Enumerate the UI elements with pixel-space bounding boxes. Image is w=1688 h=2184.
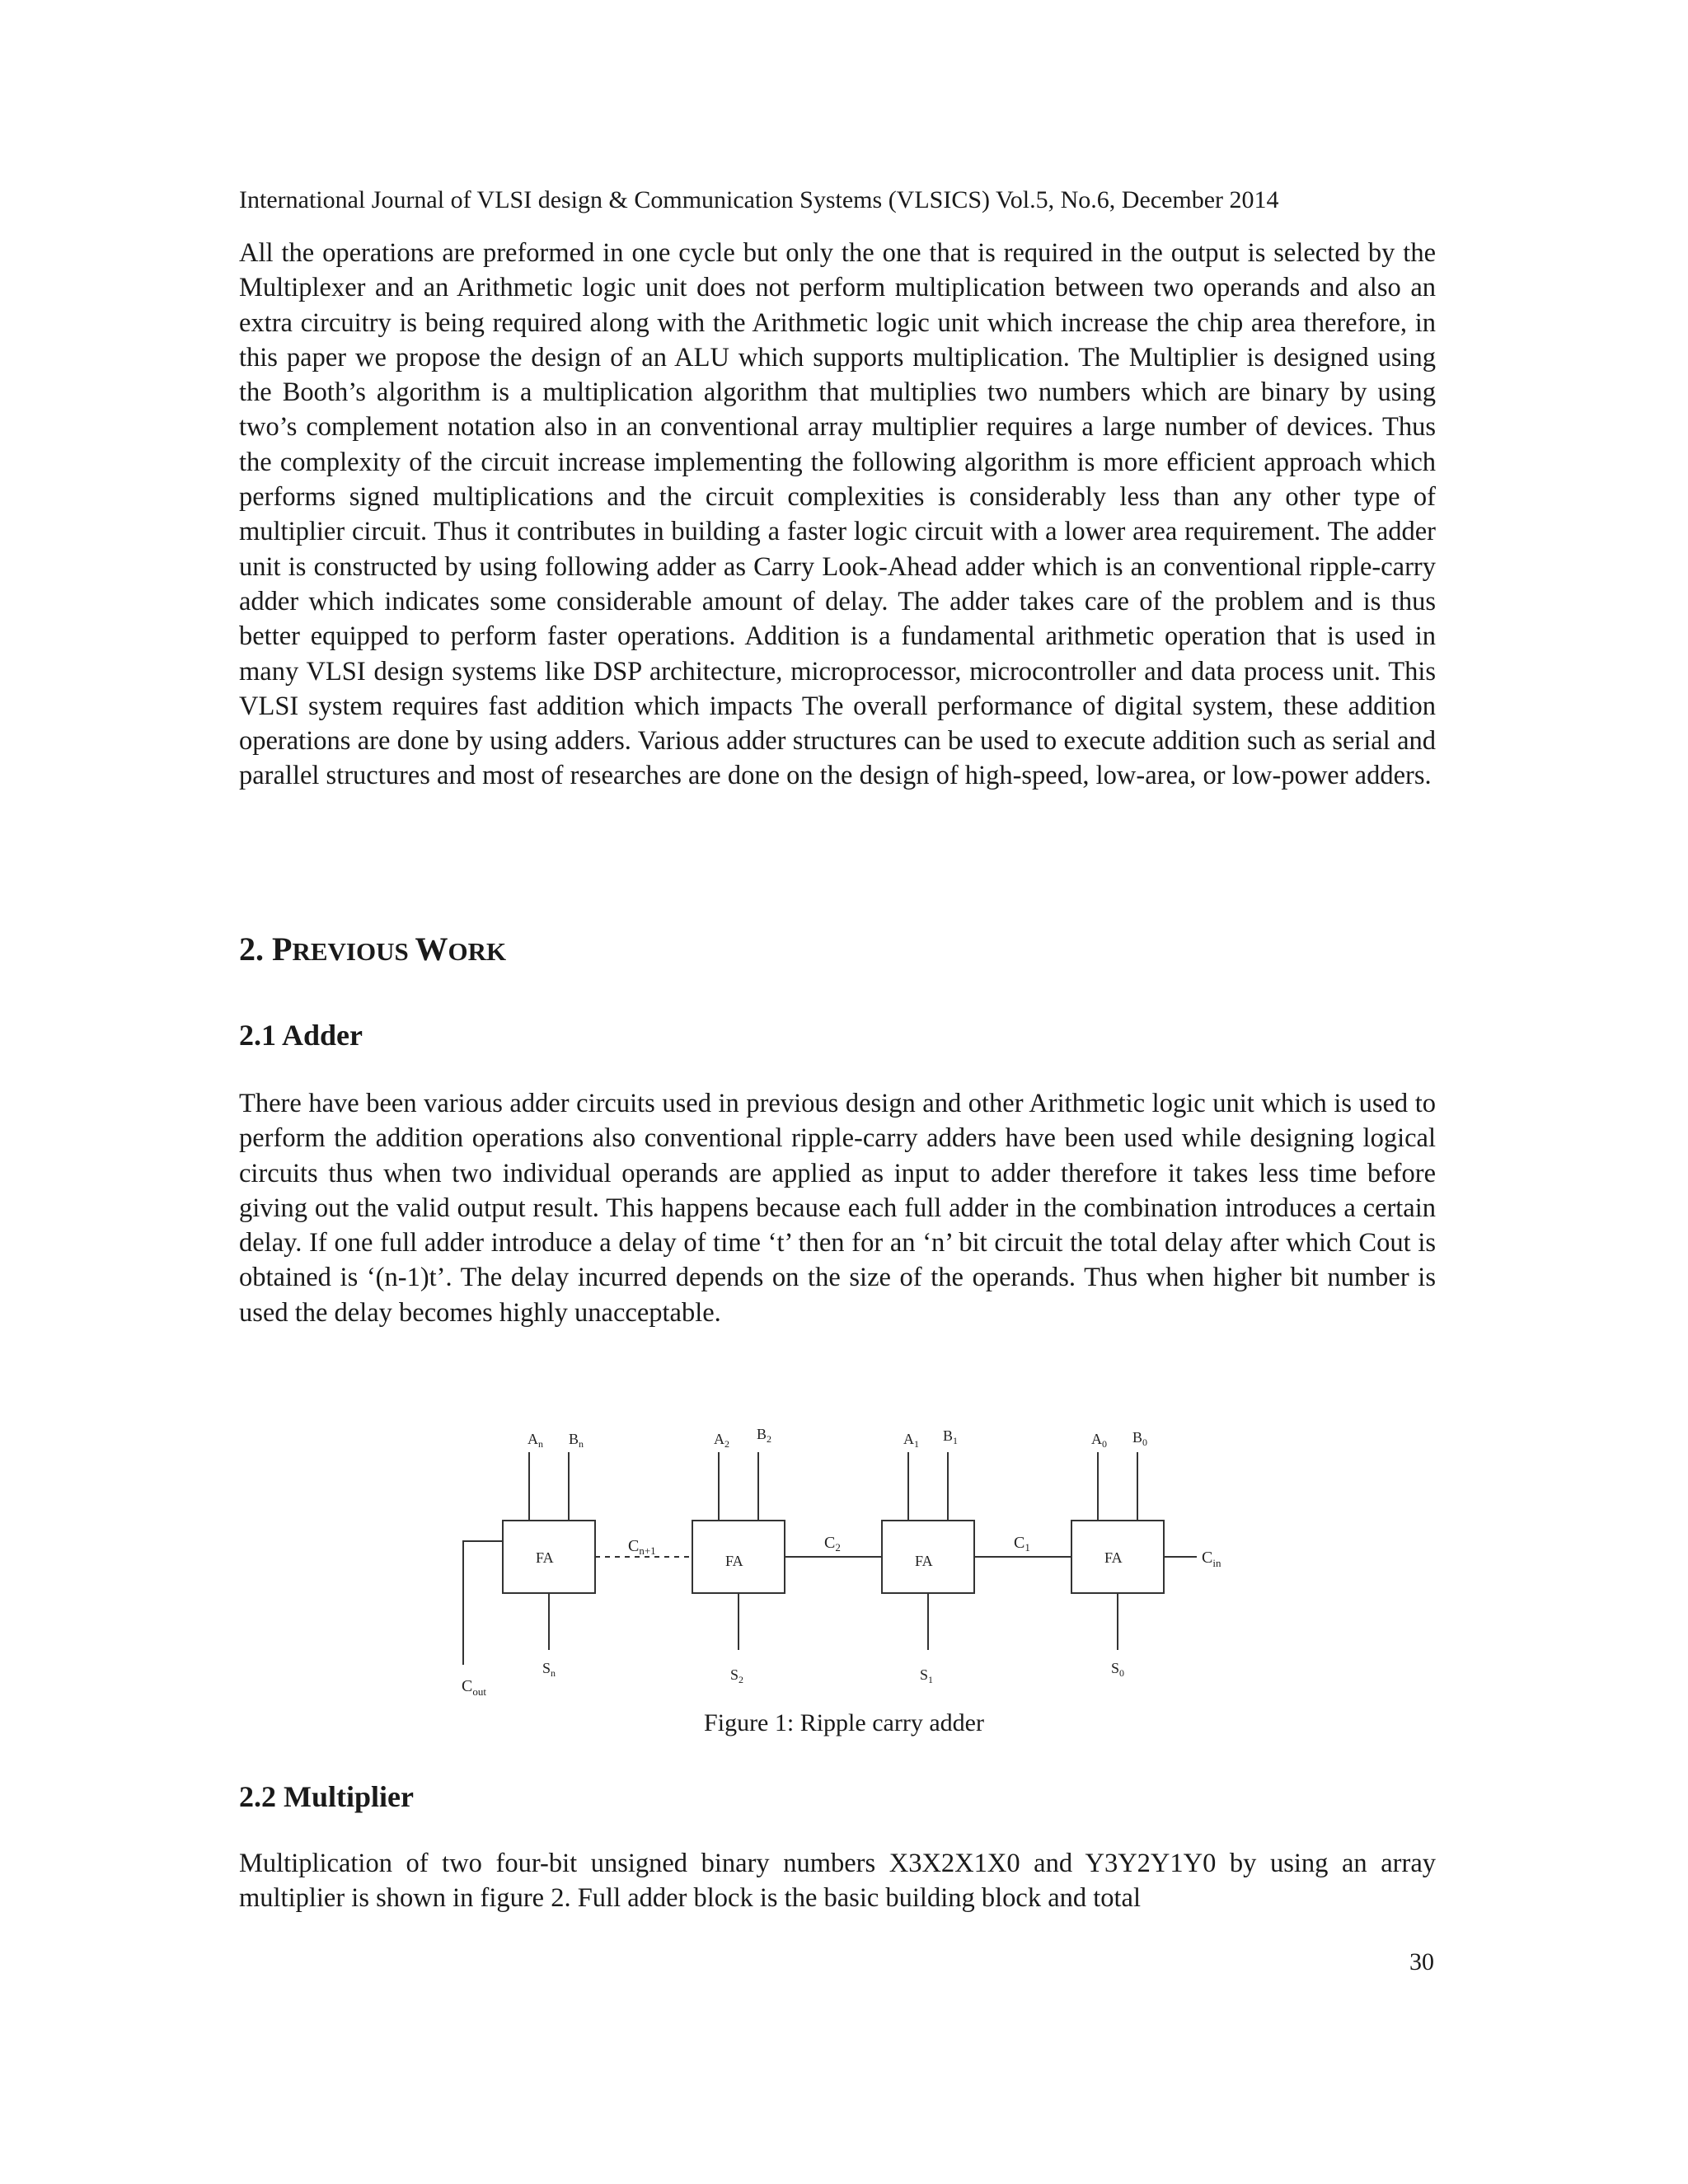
carry-label-cn1: $C_{n+1}$	[628, 1537, 656, 1557]
ripple-carry-adder-figure	[445, 1418, 1253, 1706]
multiplier-paragraph: Multiplication of two four-bit unsigned binary numbers X3X2X1X0 and Y3Y2Y1Y0 by using an array multiplier is shown in figure 2. Full adder block is the basic building block and total	[239, 1849, 1436, 1914]
section-heading-previous-work	[239, 929, 506, 972]
input-label-b1: $B_1$	[943, 1427, 959, 1446]
fa-label-0: FA	[1104, 1549, 1123, 1566]
fa-label-1: FA	[915, 1553, 933, 1569]
input-label-b2: $B_2$	[757, 1426, 772, 1445]
section-number: 2.	[239, 930, 272, 968]
section-heading-smallcaps-2: ORK	[448, 937, 507, 966]
sum-label-s2: $S_2$	[730, 1666, 744, 1685]
carry-label-cin: $C_{in}$	[1202, 1549, 1221, 1569]
intro-paragraph: All the operations are preformed in one cycle but only the one that is required in the output is selected by the Multiplexer and an Arithmetic logic unit does not perform multiplication between two operands and also an extra circuitry is being required along with the Arithmetic logic unit which increase the chip area therefore, in this paper we propose the design of an ALU which supports multiplication. The Multiplier is designed using the Booth’s algorithm is a multiplication algorithm that multiplies two numbers which are binary by using two’s complement notation also in an conventional array multiplier requires a large number of devices. Thus the complexity of the circuit increase implementing the following algorithm is more efficient approach which performs signed multiplications and the circuit complexities is considerably less than any other type of multiplier circuit. Thus it contributes in building a faster logic circuit with a lower area requirement. The adder unit is constructed by using following adder as Carry Look-Ahead adder which is an conventional ripple-carry adder which indicates some considerable amount of delay. The adder takes care of the problem and is thus better equipped to perform faster operations. Addition is a fundamental arithmetic operation that is used in many VLSI design systems like DSP architecture, microprocessor, microcontroller and data process unit. This VLSI system requires fast addition which impacts The overall performance of digital system, these addition operations are done by using adders. Various adder structures can be used to execute addition such as serial and parallel structures and most of researches are done on the design of high-speed, low-area, or low-power adders.	[239, 238, 1436, 791]
running-head: International Journal of VLSI design & Communication Systems (VLSICS) Vol.5, No.6, December 2014	[239, 186, 1279, 213]
carry-label-c2: $C_2$	[824, 1534, 841, 1554]
subsection-heading-multiplier: 2.2 Multiplier	[239, 1780, 414, 1813]
sum-label-s1: $S_1$	[920, 1666, 934, 1685]
input-label-a0: $A_0$	[1091, 1431, 1107, 1450]
input-label-a2: $A_2$	[714, 1431, 729, 1450]
page-number: 30	[1409, 1948, 1434, 1975]
input-label-b0: $B_0$	[1132, 1429, 1148, 1448]
section-heading-cap-p: P	[272, 930, 293, 968]
input-label-bn: $B_n$	[569, 1431, 584, 1450]
fa-label-2: FA	[725, 1553, 743, 1569]
figure-caption	[0, 1708, 1688, 1739]
section-heading-smallcaps-1: REVIOUS	[292, 937, 415, 966]
sum-label-sn: $S_n$	[542, 1660, 556, 1679]
carry-label-cout: $C_{out}$	[462, 1677, 486, 1698]
section-heading-cap-w: W	[415, 930, 448, 968]
input-label-an: $A_n$	[528, 1431, 543, 1450]
ripple-carry-adder-diagram	[445, 1418, 1253, 1706]
subsection-heading-adder: 2.1 Adder	[239, 1019, 363, 1052]
figure-caption-text: Figure 1: Ripple carry adder	[704, 1709, 984, 1736]
sum-label-s0: $S_0$	[1111, 1660, 1125, 1679]
fa-label-n: FA	[536, 1549, 554, 1566]
adder-paragraph: There have been various adder circuits used in previous design and other Arithmetic logic unit which is used to perform the addition operations also conventional ripple-carry adders have been used while designing logical circuits thus when two individual operands are applied as input to adder therefore it takes less time before giving out the valid output result. This happens because each full adder in the combination introduces a certain delay. If one full adder introduce a delay of time ‘t’ then for an ‘n’ bit circuit the total delay after which Cout is obtained is ‘(n-1)t’. The delay incurred depends on the size of the operands. Thus when higher bit number is used the delay becomes highly unacceptable.	[239, 1089, 1436, 1328]
carry-label-c1: $C_1$	[1014, 1534, 1030, 1554]
input-label-a1: $A_1$	[903, 1431, 919, 1450]
